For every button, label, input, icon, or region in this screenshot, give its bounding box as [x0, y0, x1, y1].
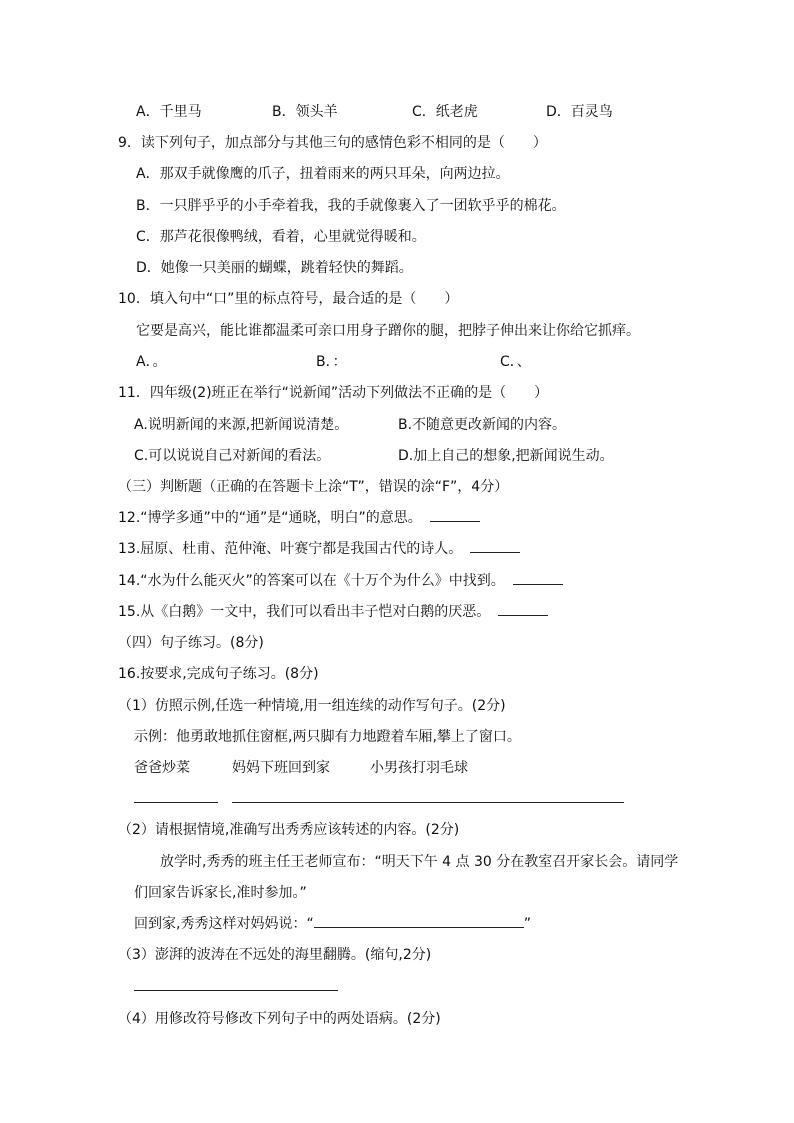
q16-2-answer-row	[134, 915, 531, 933]
q16-2-answer-blank[interactable]	[314, 915, 524, 928]
q15	[118, 603, 548, 621]
q8-option-a: A．千里马	[136, 104, 202, 120]
q14-text: 14.“水为什么能灭火”的答案可以在《十万个为什么》中找到。	[118, 573, 505, 589]
q9-option-d: D．她像一只美丽的蝴蝶，跳着轻快的舞蹈。	[136, 260, 413, 276]
section-4-title: （四）句子练习。(8分)	[118, 635, 264, 651]
q16-2-answer-prefix: 回到家,秀秀这样对妈妈说：“	[134, 916, 314, 932]
q9-stem: 9．读下列句子，加点部分与其他三句的感情色彩不相同的是（ ）	[118, 135, 547, 151]
q16-1-instruction: （1）仿照示例,任选一种情境,用一组连续的动作写句子。(2分)	[118, 698, 506, 714]
q11-option-c: C.可以说说自己对新闻的看法。	[134, 448, 331, 464]
q13-answer-blank[interactable]	[470, 540, 520, 553]
q11-stem: 11．四年级(2)班正在举行“说新闻”活动下列做法不正确的是（ ）	[118, 385, 549, 401]
q14	[118, 572, 563, 590]
q16-1-choice-2: 妈妈下班回到家	[232, 760, 330, 776]
q10-stem: 10．填入句中“口”里的标点符号，最合适的是（ ）	[118, 291, 459, 307]
q12-text: 12.“博学多通”中的“通”是“通晓，明白”的意思。	[118, 510, 422, 526]
q12-answer-blank[interactable]	[430, 509, 480, 522]
q11-option-b: B.不随意更改新闻的内容。	[398, 417, 567, 433]
q10-option-a: A．。	[136, 354, 167, 370]
q12	[118, 509, 480, 527]
q11-option-a: A.说明新闻的来源,把新闻说清楚。	[134, 417, 349, 433]
q16-3-instruction: （3）澎湃的波涛在不远处的海里翻腾。(缩句,2分)	[118, 947, 432, 963]
q16-3-answer-line[interactable]	[134, 990, 338, 991]
q16-4-instruction: （4）用修改符号修改下列句子中的两处语病。(2分)	[118, 1011, 441, 1027]
q16-1-answer-line-short[interactable]	[134, 802, 218, 803]
section-3-title: （三）判断题（正确的在答题卡上涂“T”，错误的涂“F”，4分）	[118, 479, 509, 495]
q9-option-c: C．那芦花很像鸭绒，看着，心里就觉得暖和。	[136, 229, 426, 245]
q8-option-c: C．纸老虎	[412, 104, 478, 120]
q15-text: 15.从《白鹅》一文中，我们可以看出丰子恺对白鹅的厌恶。	[118, 604, 491, 620]
q10-option-c: C．、	[500, 354, 531, 370]
q13-text: 13.屈原、杜甫、范仲淹、叶赛宁都是我国古代的诗人。	[118, 541, 463, 557]
q16-1-choice-1: 爸爸炒菜	[134, 760, 190, 776]
q11-option-d: D.加上自己的想象,把新闻说生动。	[398, 448, 614, 464]
q13	[118, 540, 520, 558]
q16-2-context-line-2: 们回家告诉家长,准时参加。”	[134, 885, 307, 901]
q16-2-answer-suffix: ”	[523, 916, 531, 932]
q16-stem: 16.按要求,完成句子练习。(8分)	[118, 666, 319, 682]
q14-answer-blank[interactable]	[513, 572, 563, 585]
q10-option-b: B．：	[316, 354, 347, 370]
q8-option-d: D．百灵鸟	[546, 104, 613, 120]
q16-1-answer-line-long[interactable]	[232, 802, 624, 803]
q8-option-b: B．领头羊	[272, 104, 338, 120]
q16-2-instruction: （2）请根据情境,准确写出秀秀应该转述的内容。(2分)	[118, 822, 460, 838]
q16-1-choice-3: 小男孩打羽毛球	[370, 760, 468, 776]
q16-1-example: 示例：他勇敢地抓住窗框,两只脚有力地蹬着车厢,攀上了窗口。	[134, 729, 521, 745]
q10-sentence: 它要是高兴，能比谁都温柔可亲口用身子蹭你的腿，把脖子伸出来让你给它抓痒。	[136, 323, 640, 339]
q15-answer-blank[interactable]	[498, 603, 548, 616]
q9-option-b: B．一只胖乎乎的小手牵着我，我的手就像裹入了一团软乎乎的棉花。	[136, 198, 566, 214]
q9-option-a: A．那双手就像鹰的爪子，扭着雨来的两只耳朵，向两边拉。	[136, 166, 510, 182]
q16-2-context-line-1: 放学时,秀秀的班主任王老师宣布：“明天下午 4 点 30 分在教室召开家长会。请同学	[160, 854, 679, 870]
